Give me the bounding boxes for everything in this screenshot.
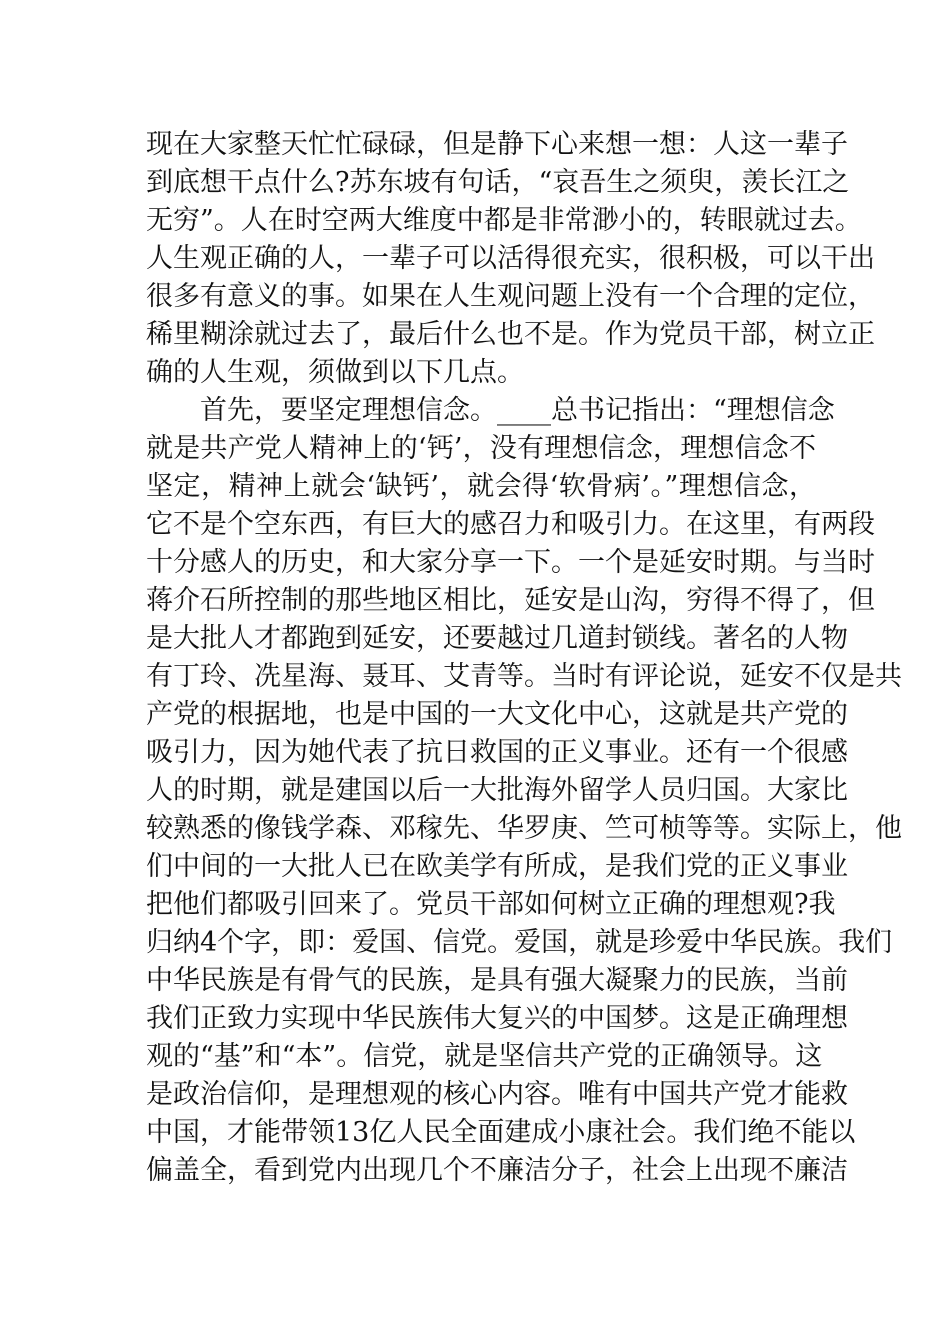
text-line (146, 1190, 816, 1228)
text-line: 是政治信仰，是理想观的核心内容。唯有中国共产党才能救 (146, 1079, 848, 1110)
text-line: 无穷”。人在时空两大维度中都是非常渺小的，转眼就过去。 (146, 205, 862, 236)
text-line: 我们正致力实现中华民族伟大复兴的中国梦。这是正确理想 (146, 1003, 848, 1034)
text-line: 观的“基”和“本”。信党，就是坚信共产党的正确领导。这 (146, 1041, 823, 1072)
text-line: 十分感人的历史，和大家分享一下。一个是延安时期。与当时 (146, 547, 875, 578)
text-line: 稀里糊涂就过去了，最后什么也不是。作为党员干部，树立正 (146, 319, 875, 350)
text-line: 中华民族是有骨气的民族，是具有强大凝聚力的民族，当前 (146, 965, 848, 996)
text-line: 到底想干点什么?苏东坡有句话，“哀吾生之须臾，羡长江之 (146, 167, 850, 198)
text-line: 现在大家整天忙忙碌碌，但是静下心来想一想：人这一辈子 (146, 129, 848, 160)
text-line: 很多有意义的事。如果在人生观问题上没有一个合理的定位， (146, 281, 875, 312)
text-line: 人生观正确的人，一辈子可以活得很充实，很积极，可以干出 (146, 243, 875, 274)
text-line: 有丁玲、冼星海、聂耳、艾青等。当时有评论说，延安不仅是共 (146, 661, 902, 692)
body-text (146, 126, 902, 1228)
text-line: 就是共产党人精神上的‘钙’，没有理想信念，理想信念不 (146, 433, 816, 464)
text-line: 坚定，精神上就会‘缺钙’，就会得‘软骨病’。”理想信念， (146, 471, 816, 502)
text-line: 首先，要坚定理想信念。____总书记指出：“理想信念 (146, 395, 835, 426)
text-line: 较熟悉的像钱学森、邓稼先、华罗庚、竺可桢等等。实际上，他 (146, 813, 902, 844)
text-line: 归纳4个字，即：爱国、信党。爱国，就是珍爱中华民族。我们 (146, 927, 893, 958)
text-line: 们中间的一大批人已在欧美学有所成，是我们党的正义事业 (146, 851, 848, 882)
text-line: 吸引力，因为她代表了抗日救国的正义事业。还有一个很感 (146, 737, 848, 768)
paragraph-1 (146, 126, 875, 392)
text-line: 确的人生观，须做到以下几点。 (146, 357, 524, 388)
text-line: 它不是个空东西，有巨大的感召力和吸引力。在这里，有两段 (146, 509, 875, 540)
text-line: 蒋介石所控制的那些地区相比，延安是山沟，穷得不得了，但 (146, 585, 875, 616)
text-line: 人的时期，就是建国以后一大批海外留学人员归国。大家比 (146, 775, 848, 806)
text-line: 是大批人才都跑到延安，还要越过几道封锁线。著名的人物 (146, 623, 848, 654)
text-line: 中国，才能带领13亿人民全面建成小康社会。我们绝不能以 (146, 1117, 856, 1148)
text-line: 偏盖全，看到党内出现几个不廉洁分子，社会上出现不廉洁 (146, 1155, 848, 1186)
paragraph-2 (146, 392, 902, 1228)
text-line: 产党的根据地，也是中国的一大文化中心，这就是共产党的 (146, 699, 848, 730)
text-line: 把他们都吸引回来了。党员干部如何树立正确的理想观?我 (146, 889, 836, 920)
